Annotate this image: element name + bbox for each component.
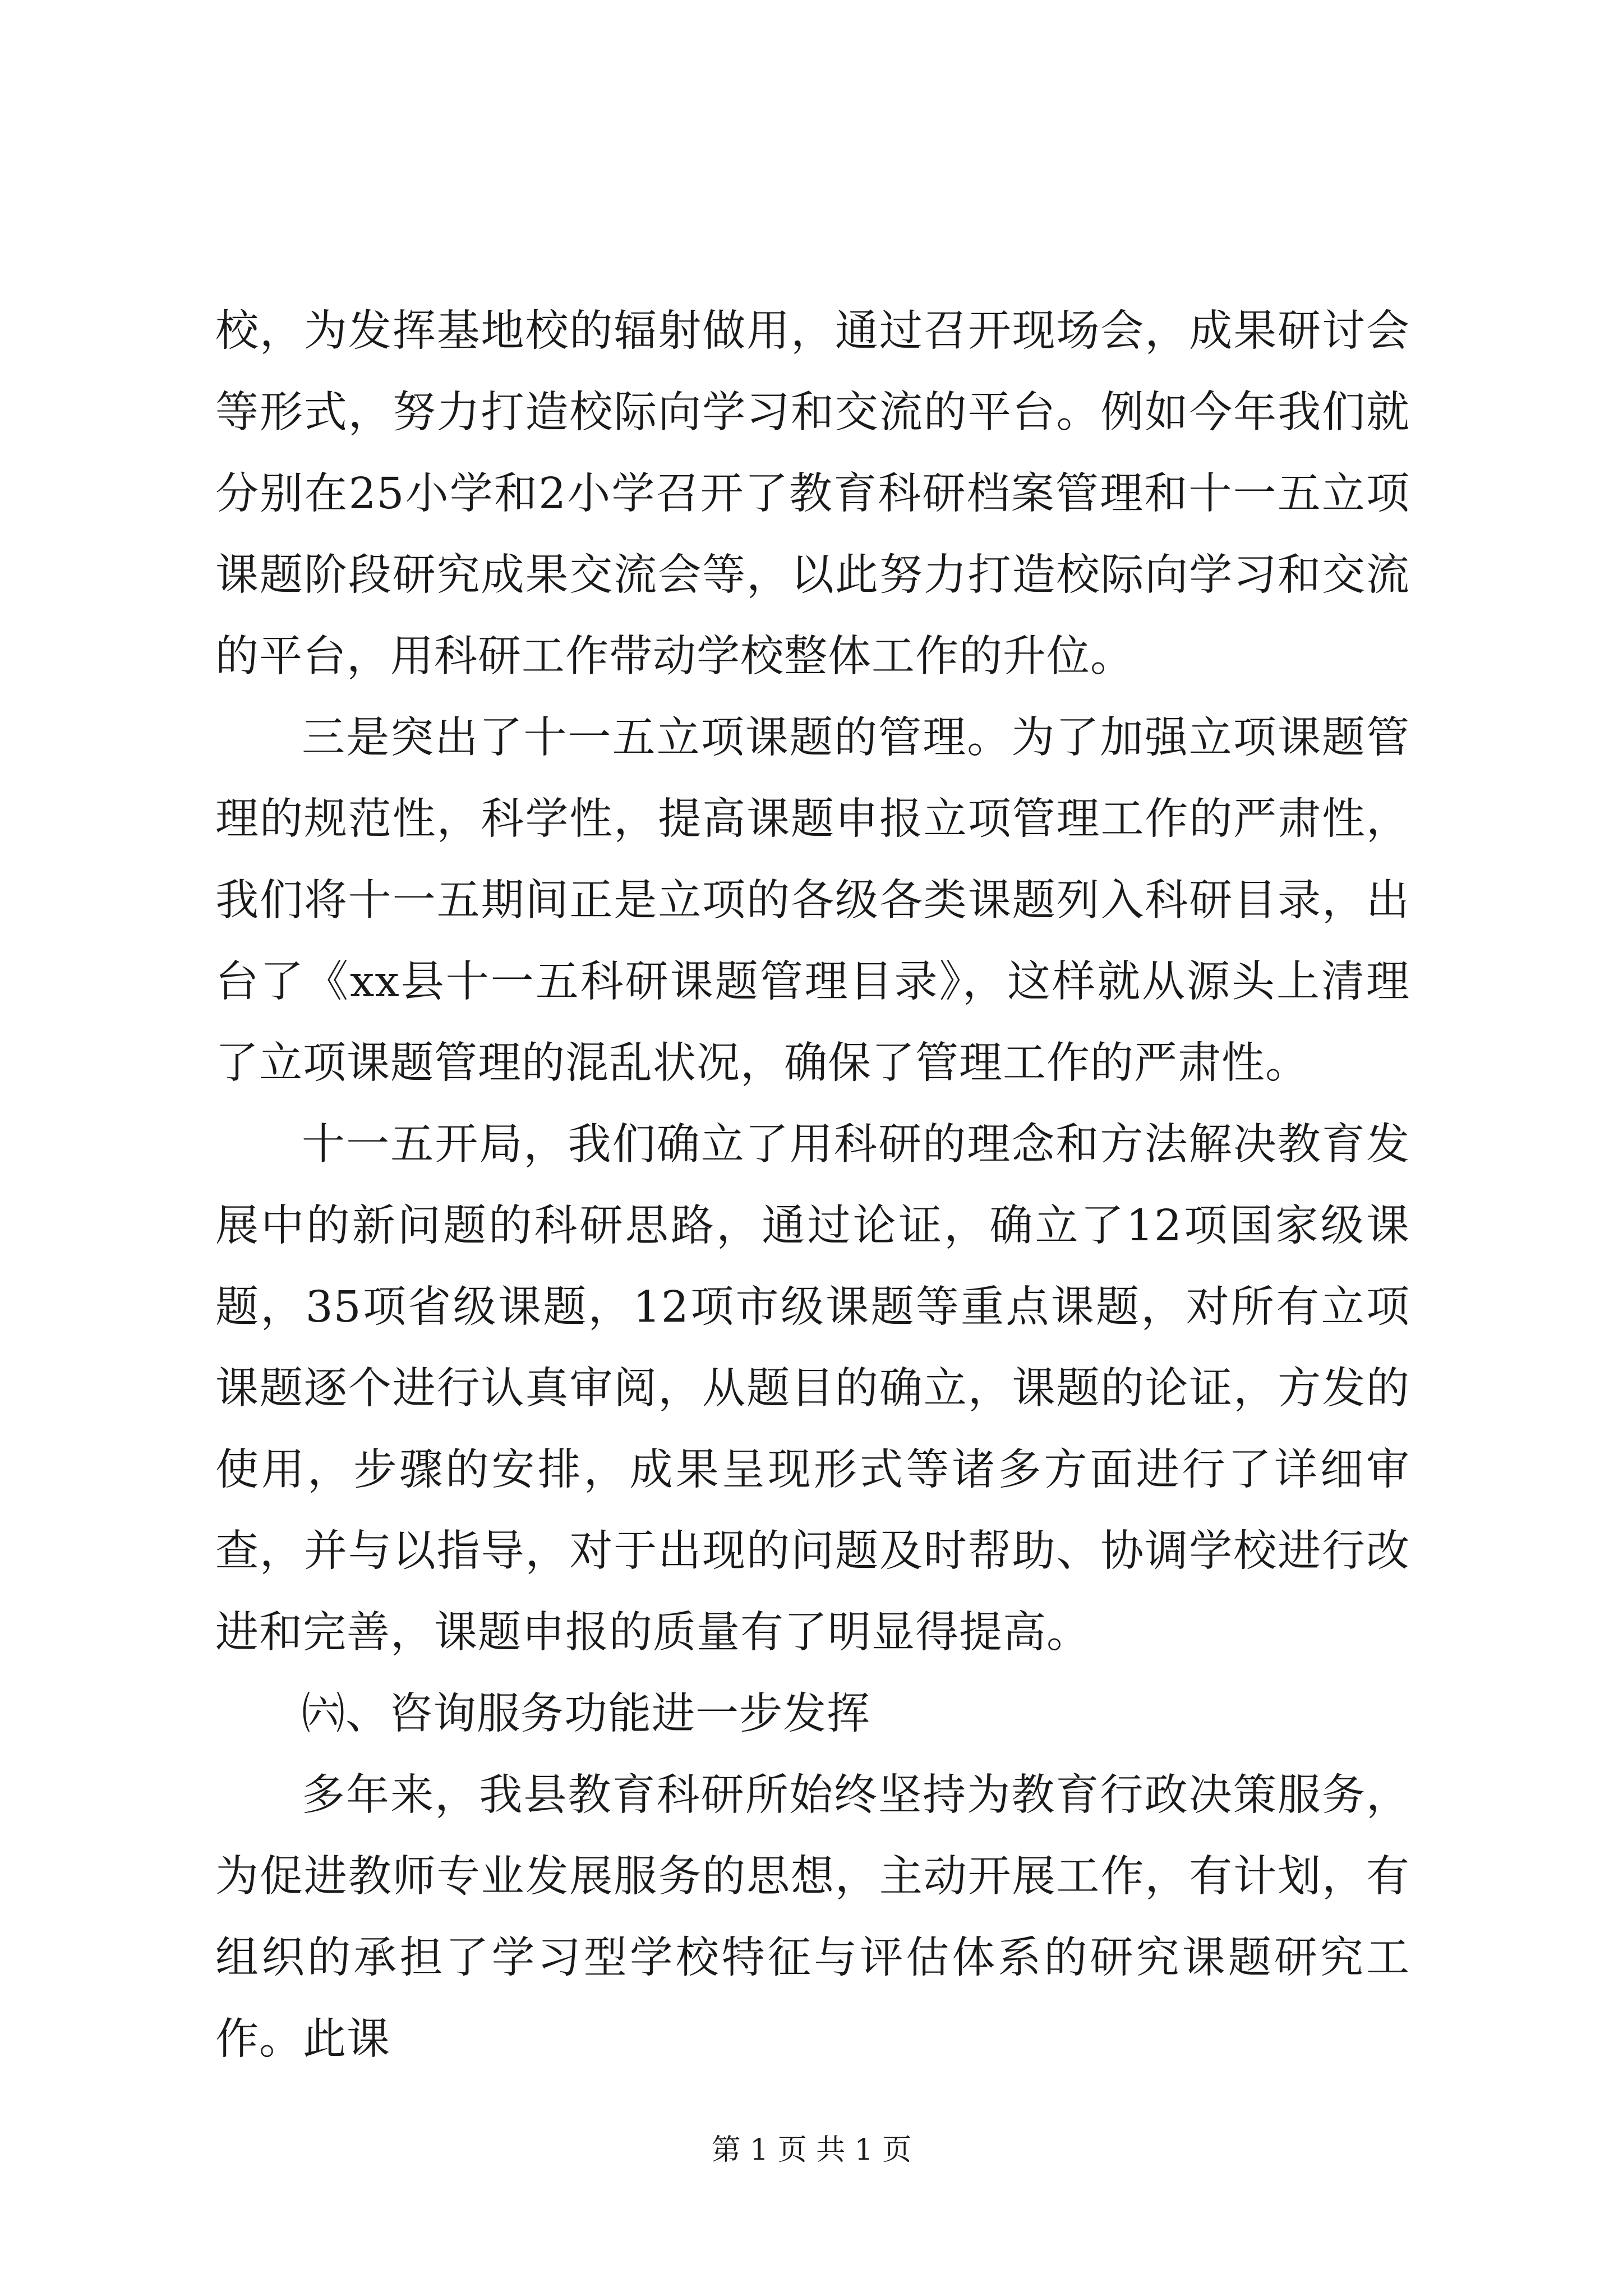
page-footer: 第 1 页 共 1 页 — [711, 2133, 912, 2167]
section-heading: ㈥、咨询服务功能进一步发挥 — [302, 1689, 870, 1739]
paragraph-2: 三是突出了十一五立项课题的管理。为了加强立项课题管理的规范性，科学性，提高课题申报立项管理工作的严肃性，我们将十一五期间正是立项的各级各类课题列入科研目录，出台了《xx县十一五科研课题管理目录》，这样就从源头上清理了立项课题管理的混乱状况，确保了管理工作的严肃性。 — [215, 713, 1410, 1088]
document-body — [215, 291, 1410, 2080]
paragraph-4: 多年来，我县教育科研所始终坚持为教育行政决策服务，为促进教师专业发展服务的思想，主动开展工作，有计划，有组织的承担了学习型学校特征与评估体系的研究课题研究工作。此课 — [215, 1770, 1410, 2064]
paragraph-3: 十一五开局，我们确立了用科研的理念和方法解决教育发展中的新问题的科研思路，通过论证，确立了12项国家级课题，35项省级课题，12项市级课题等重点课题，对所有立项课题逐个进行认真审阅，从题目的确立，课题的论证，方发的使用，步骤的安排，成果呈现形式等诸多方面进行了详细审查，并与以指导，对于出现的问题及时帮助、协调学校进行改进和完善，课题申报的质量有了明显得提高。 — [215, 1120, 1410, 1658]
paragraph-1: 校，为发挥基地校的辐射做用，通过召开现场会，成果研讨会等形式，努力打造校际向学习和交流的平台。例如今年我们就分别在25小学和2小学召开了教育科研档案管理和十一五立项课题阶段研究成果交流会等，以此努力打造校际向学习和交流的平台，用科研工作带动学校整体工作的升位。 — [215, 306, 1410, 682]
